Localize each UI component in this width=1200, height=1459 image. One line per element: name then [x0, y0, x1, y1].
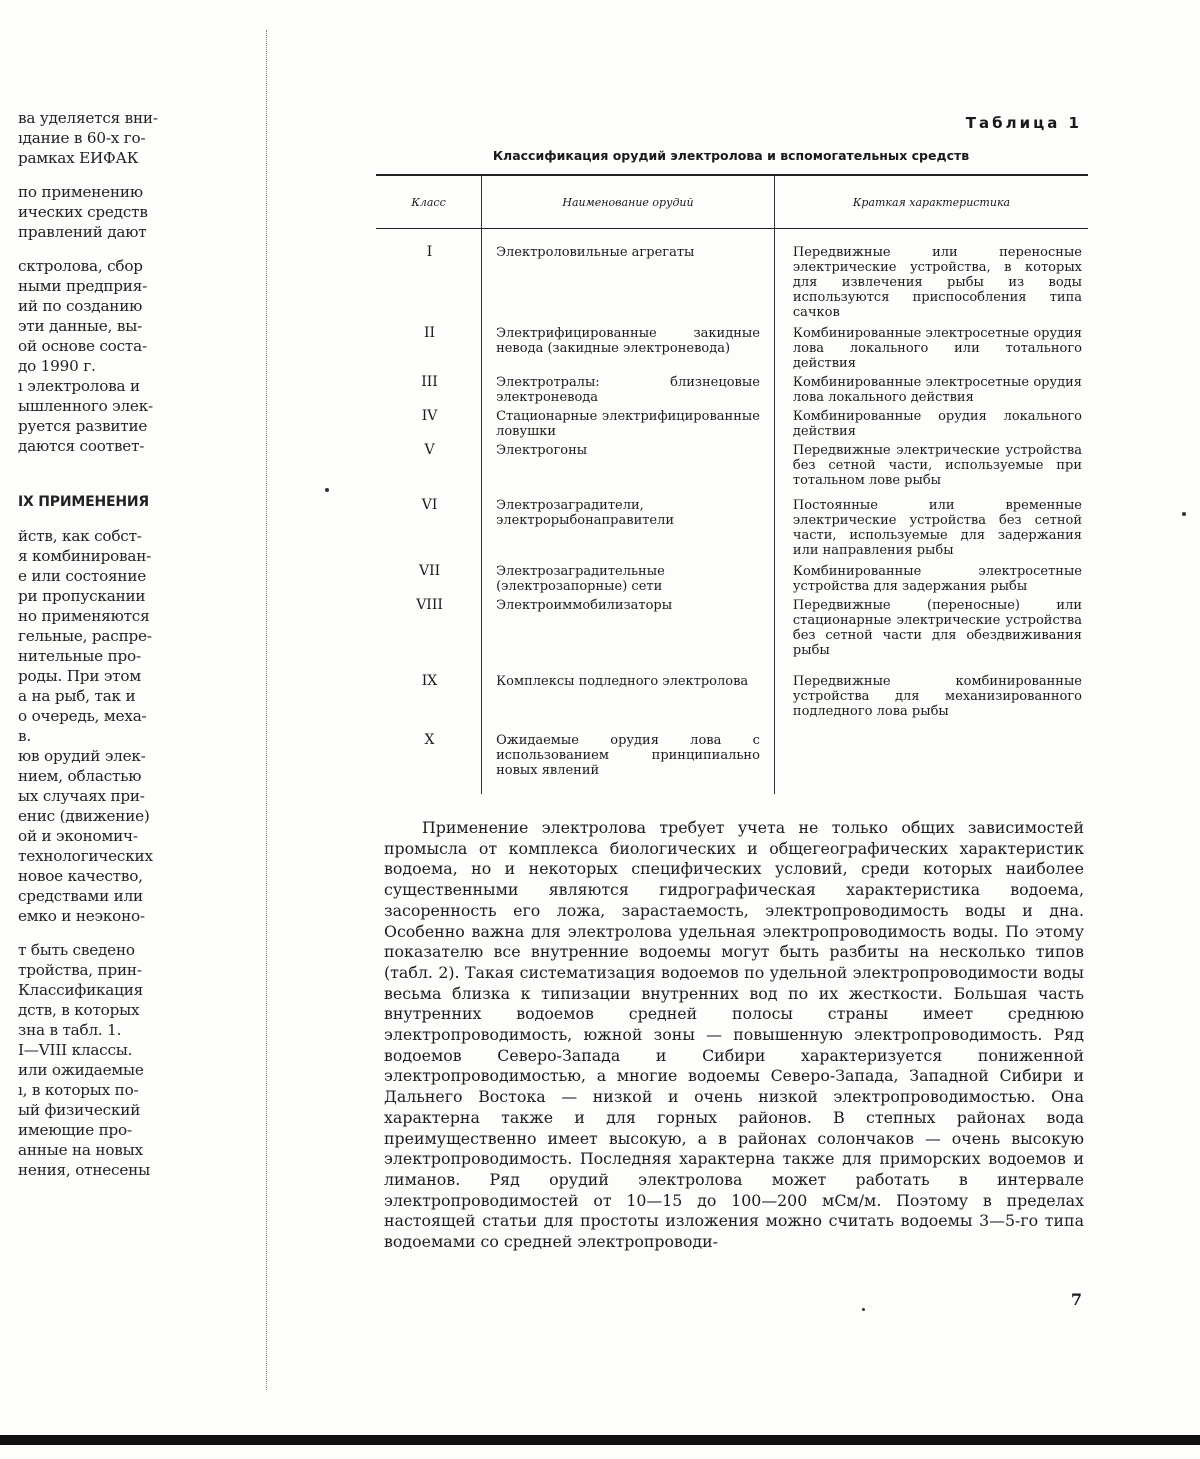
- table-row: [376, 719, 1088, 794]
- table-row: [376, 405, 1088, 439]
- table-row: [376, 439, 1088, 488]
- scan-speck: [862, 1308, 865, 1311]
- row-description: Комбинированные электросетные орудия лова локального или тотального действия: [792, 326, 1082, 371]
- left-column-line: т быть сведено: [18, 941, 135, 959]
- table-row: [376, 488, 1088, 558]
- row-class: X: [376, 719, 482, 794]
- left-column-line: эти данные, вы-: [18, 317, 143, 335]
- left-column-line: но применяются: [18, 607, 150, 625]
- left-column-line: ий по созданию: [18, 297, 143, 315]
- left-column-line: ый физический: [18, 1101, 141, 1119]
- left-column-line: ых случаях при-: [18, 787, 145, 805]
- row-description: Комбинированные электросетные орудия лова локального действия: [792, 375, 1082, 405]
- left-column-line: зна в табл. 1.: [18, 1021, 122, 1039]
- left-column-line: я комбинирован-: [18, 547, 152, 565]
- left-column-line: I—VIII классы.: [18, 1041, 133, 1059]
- left-column-line: емко и неэконо-: [18, 907, 145, 925]
- left-column-line: по применению: [18, 183, 143, 201]
- left-column-line: ических средств: [18, 203, 148, 221]
- left-column-line: ıдание в 60-х го-: [18, 129, 146, 147]
- table-row: [376, 658, 1088, 719]
- left-column-line: роды. При этом: [18, 667, 141, 685]
- left-column-line: о очередь, меха-: [18, 707, 147, 725]
- row-class: IV: [376, 405, 482, 439]
- row-name: Стационарные электрифицированные ловушки: [482, 405, 775, 439]
- row-class: I: [376, 229, 482, 321]
- table-row: [376, 229, 1088, 321]
- row-description: Постоянные или временные электрические устройства без сетной части, используемые для задержания или направления рыбы: [792, 498, 1082, 558]
- left-column-line: до 1990 г.: [18, 357, 96, 375]
- row-description: Комбинированные орудия локального действия: [792, 409, 1082, 439]
- row-class: III: [376, 371, 482, 405]
- left-column-line: средствами или: [18, 887, 143, 905]
- left-column-line: тройства, прин-: [18, 961, 142, 979]
- row-name: Электрозаградительные (электрозапорные) сети: [482, 558, 775, 594]
- left-column-line: е или состояние: [18, 567, 147, 585]
- left-column-line: руется развитие: [18, 417, 148, 435]
- table-row: [376, 320, 1088, 371]
- table-row: [376, 594, 1088, 658]
- left-column-line: правлений дают: [18, 223, 147, 241]
- left-column-line: или ожидаемые: [18, 1061, 144, 1079]
- left-column-line: йств, как собст-: [18, 527, 142, 545]
- left-column-line: енис (движение): [18, 807, 150, 825]
- left-column-line: ри пропускании: [18, 587, 146, 605]
- row-name: Ожидаемые орудия лова с использованием принципиально новых явлений: [482, 719, 775, 794]
- table-body: [376, 229, 1088, 795]
- left-column-line: дств, в которых: [18, 1001, 140, 1019]
- left-column-line: даются соответ-: [18, 437, 145, 455]
- left-column-line: технологических: [18, 847, 153, 865]
- row-name: Электрозаградители, электрорыбонаправители: [482, 488, 775, 558]
- row-description: Передвижные (переносные) или стационарные электрические устройства без сетной части для обездвиживания рыбы: [792, 598, 1082, 658]
- table-row: [376, 558, 1088, 594]
- left-column-line: ı, в которых по-: [18, 1081, 139, 1099]
- row-name: Электрифицированные закидные невода (закидные электроневода): [482, 320, 775, 371]
- left-column-line: имеющие про-: [18, 1121, 132, 1139]
- row-class: VIII: [376, 594, 482, 658]
- left-column-line: нием, областью: [18, 767, 142, 785]
- classification-table: [376, 174, 1088, 794]
- left-column-line: нения, отнесены: [18, 1161, 150, 1179]
- left-column-line: нительные про-: [18, 647, 141, 665]
- table-number-label: Таблица 1: [965, 114, 1082, 132]
- left-column-line: рамках ЕИФАК: [18, 149, 139, 167]
- row-name: Электротралы: близнецовые электроневода: [482, 371, 775, 405]
- left-column-line: ва уделяется вни-: [18, 109, 158, 127]
- table-header-row: [376, 175, 1088, 229]
- scan-speck: [325, 488, 329, 492]
- header-class: Класс: [376, 175, 482, 229]
- page-number: 7: [1070, 1290, 1082, 1309]
- row-description: Передвижные комбинированные устройства для механизированного подледного лова рыбы: [792, 674, 1082, 719]
- left-column-line: ой основе соста-: [18, 337, 147, 355]
- left-column-fragment: [18, 108, 173, 1180]
- row-class: VII: [376, 558, 482, 594]
- row-name: Электроиммобилизаторы: [482, 594, 775, 658]
- left-column-line: ышленного элек-: [18, 397, 153, 415]
- row-class: IX: [376, 658, 482, 719]
- row-description: [774, 719, 1088, 794]
- table-title: Классификация орудий электролова и вспомогательных средств: [492, 148, 970, 163]
- row-description: Комбинированные электросетные устройства для задержания рыбы: [792, 564, 1082, 594]
- left-column-line: Классификация: [18, 981, 144, 999]
- row-class: II: [376, 320, 482, 371]
- row-description: Передвижные или переносные электрические устройства, в которых для извлечения рыбы из воды используются приспособления типа сачков: [792, 245, 1082, 320]
- left-column-line: ными предприя-: [18, 277, 148, 295]
- scan-bottom-edge: [0, 1435, 1200, 1445]
- left-column-line: сктролова, сбор: [18, 257, 143, 275]
- left-column-line: гельные, распре-: [18, 627, 152, 645]
- left-column-line: в.: [18, 727, 31, 745]
- left-column-line: ı электролова и: [18, 377, 140, 395]
- header-description: Краткая характеристика: [774, 175, 1088, 229]
- page-fold-line: [266, 30, 273, 1390]
- left-column-line: а на рыб, так и: [18, 687, 136, 705]
- left-column-line: анные на новых: [18, 1141, 143, 1159]
- row-description: Передвижные электрические устройства без сетной части, используемые при тотальном лове рыбы: [792, 443, 1082, 488]
- row-name: Электрогоны: [482, 439, 775, 488]
- left-column-heading: ІХ ПРИМЕНЕНИЯ: [18, 494, 149, 510]
- row-class: V: [376, 439, 482, 488]
- table-row: [376, 371, 1088, 405]
- body-text: [384, 818, 1084, 1253]
- left-column-line: ой и экономич-: [18, 827, 138, 845]
- body-paragraph: Применение электролова требует учета не только общих зависимостей промысла от комплекса биологических и общегеографических характеристик водоема, но и некоторых специфических условий, среди которых наиболее существенными являются гидрографическая характеристика водоема, засоренность его ложа, зарастаемость, электропроводимость воды и дна. Особенно важна для электролова удельная электропроводимость воды. По этому показателю все внутренние водоемы могут быть разбиты на несколько типов (табл. 2). Такая систематизация водоемов по удельной электропроводимости воды весьма близка к типизации внутренних вод по их жесткости. Большая часть внутренних водоемов средней полосы страны имеет среднюю электропроводимость, южной зоны — повышенную электропроводимость. Ряд водоемов Северо-Запада и Сибири характеризуется пониженной электропроводимостью, а многие водоемы Северо-Запада, Западной Сибири и Дальнего Востока — низкой и очень низкой электропроводимостью. Она характерна также и для горных районов. В степных районах вода преимущественно имеет высокую, а в районах солончаков — очень высокую электропроводимость. Последняя характерна также для приморских водоемов и лиманов. Ряд орудий электролова может работать в интервале электропроводимостей от 10—15 до 100—200 мСм/м. Поэтому в пределах настоящей статьи для простоты изложения можно считать водоемы 3—5-го типа водоемами со средней электропроводи-: [384, 818, 1084, 1252]
- left-column-line: новое качество,: [18, 867, 143, 885]
- row-name: Комплексы подледного электролова: [482, 658, 775, 719]
- row-name: Электроловильные агрегаты: [482, 229, 775, 321]
- left-column-line: юв орудий элек-: [18, 747, 146, 765]
- scan-speck: [1182, 512, 1186, 516]
- row-class: VI: [376, 488, 482, 558]
- header-name: Наименование орудий: [482, 175, 775, 229]
